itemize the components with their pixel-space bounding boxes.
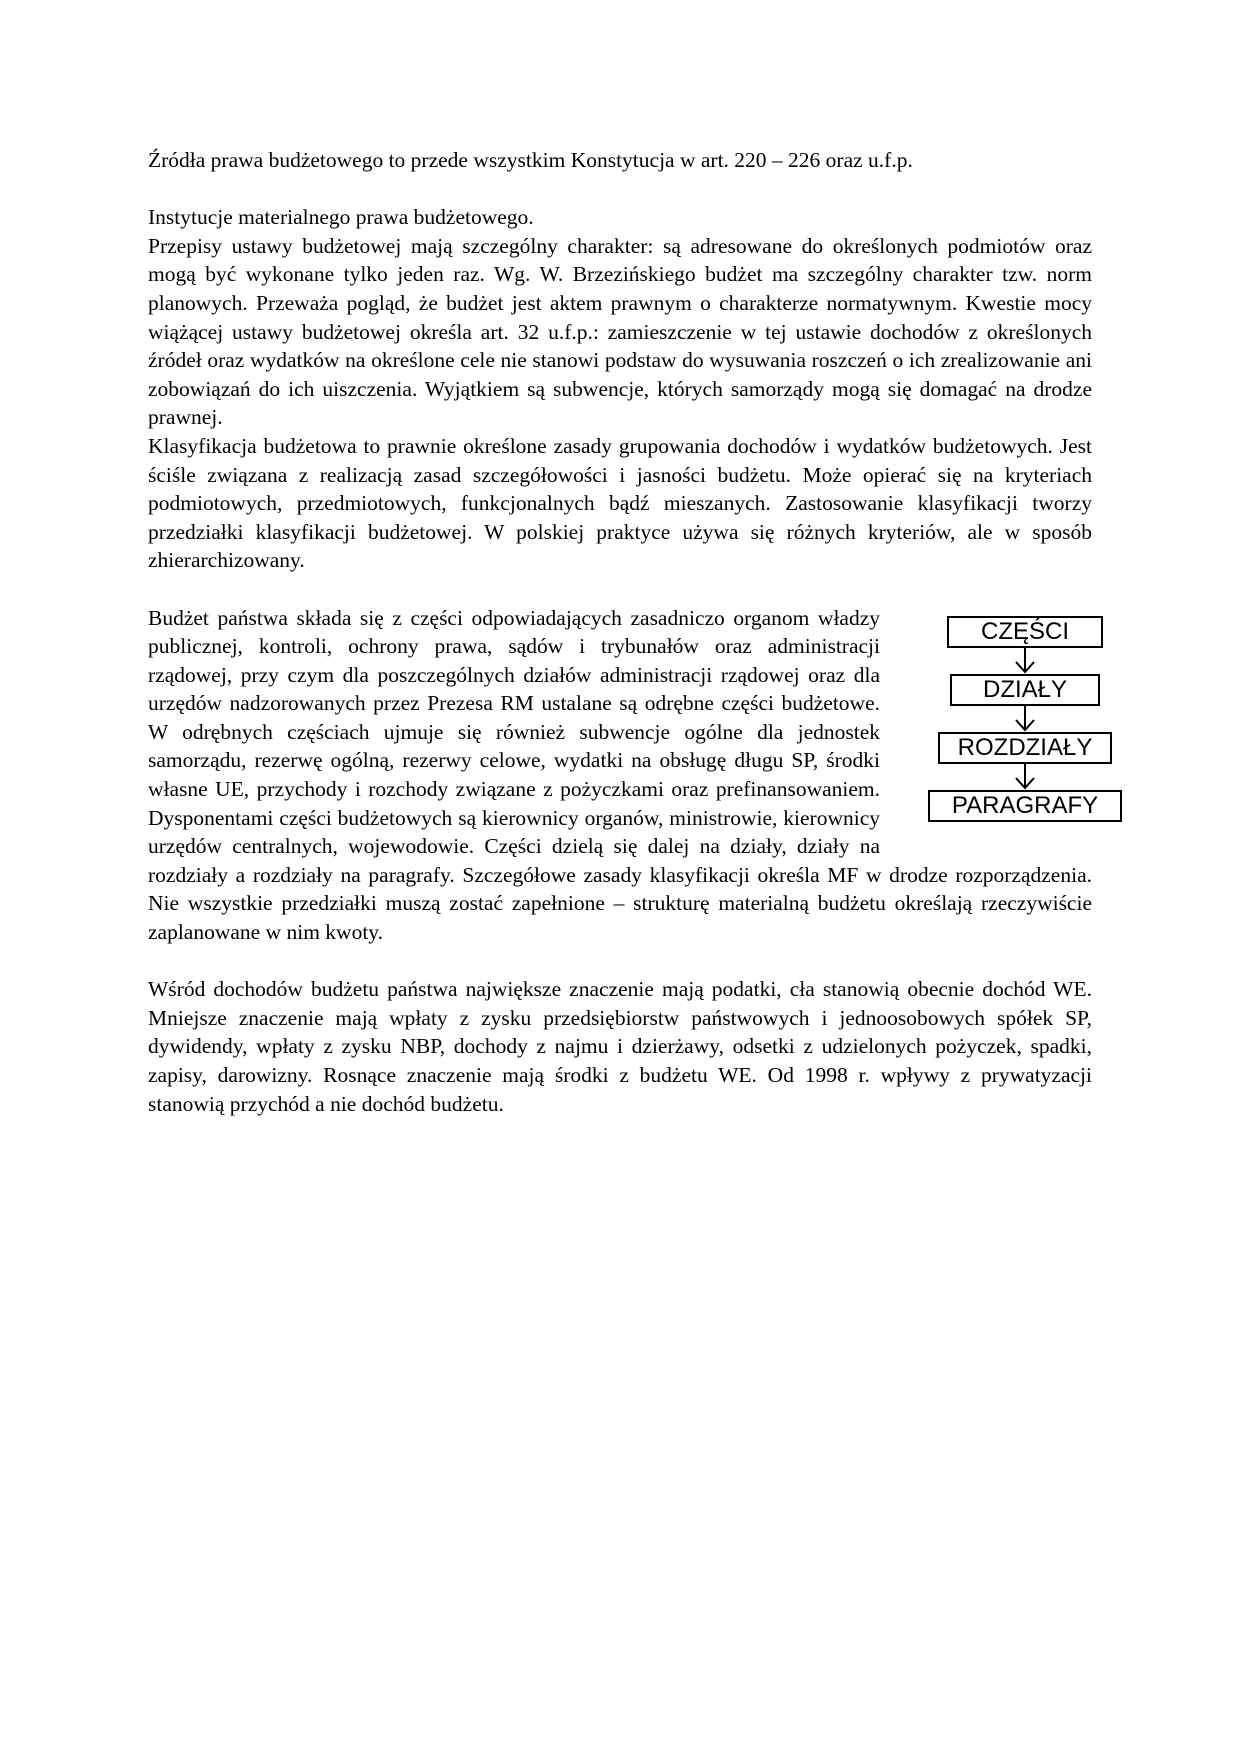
budget-structure-section — [148, 604, 1099, 947]
paragraph-budzet-panstwa: Budżet państwa składa się z części odpowiadających zasadniczo organom władzy publicznej, kontroli, ochrony prawa, sądów i trybunałów oraz administracji rządowej, przy czym dla poszczególnych działów administracji rządowej oraz dla urzędów nadzorowanych przez Prezesa RM ustalane są odrębne części budżetowe. W odrębnych częściach ujmuje się również subwencje ogólne dla jednostek samorządu, rezerwę ogólną, rezerwy celowe, wydatki na obsługę długu SP, środki własne UE, przychody i rozchody związane z pożyczkami oraz prefinansowaniem. Dysponentami części budżetowych są kierownicy organów, ministrowie, kierownicy urzędów centralnych, wojewodowie. Części dzielą się dalej na działy, działy na rozdziały a rozdziały na paragrafy. Szczegółowe zasady klasyfikacji określa MF w drodze rozporządzenia. Nie wszystkie przedziałki muszą zostać zapełnione – strukturę materialną budżetu określają rzeczywiście zaplanowane w nim kwoty. — [148, 605, 1092, 945]
spacer — [148, 947, 1092, 976]
paragraph-dochody: Wśród dochodów budżetu państwa największe znaczenie mają podatki, cła stanowią obecnie dochód WE. Mniejsze znaczenie mają wpłaty z zysku przedsiębiorstw państwowych i jednoosobowych spółek SP, dywidendy, wpłaty z zysku NBP, dochody z najmu i dzierżawy, odsetki z udzielonych pożyczek, spadki, zapisy, darowizny. Rosnące znaczenie mają środki z budżetu WE. Od 1998 r. wpływy z prywatyzacji stanowią przychód a nie dochód budżetu. — [148, 977, 1092, 1116]
diagram-box-paragrafy: PARAGRAFY — [928, 790, 1122, 822]
spacer — [148, 175, 1092, 204]
diagram-box-czesci: CZĘŚCI — [947, 616, 1103, 648]
paragraph-klasyfikacja: Klasyfikacja budżetowa to prawnie określone zasady grupowania dochodów i wydatków budżetowych. Jest ściśle związana z realizacją zasad szczegółowości i jasności budżetu. Może opierać się na kryteriach podmiotowych, przedmiotowych, funkcjonalnych bądź mieszanych. Zastosowanie klasyfikacji tworzy przedziałki klasyfikacji budżetowej. W polskiej praktyce używa się różnych kryteriów, ale w sposób zhierarchizowany. — [148, 433, 1092, 573]
heading-instytucje: Instytucje materialnego prawa budżetowego. — [148, 205, 534, 230]
spacer — [148, 575, 1092, 604]
diagram-box-dzialy: DZIAŁY — [950, 674, 1100, 706]
document-body — [148, 146, 1099, 1118]
paragraph-sources: Źródła prawa budżetowego to przede wszystkim Konstytucja w art. 220 – 226 oraz u.f.p. — [148, 148, 913, 172]
classification-hierarchy-diagram — [920, 610, 1120, 840]
diagram-box-rozdzialy: ROZDZIAŁY — [938, 732, 1112, 764]
paragraph-przepisy: Przepisy ustawy budżetowej mają szczególny charakter: są adresowane do określonych podmiotów oraz mogą być wykonane tylko jeden raz. Wg. W. Brzezińskiego budżet ma szczególny charakter tzw. norm planowych. Przeważa pogląd, że budżet jest aktem prawnym o charakterze normatywnym. Kwestie mocy wiążącej ustawy budżetowej określa art. 32 u.f.p.: zamieszczenie w tej ustawie dochodów z określonych źródeł oraz wydatków na określone cele nie stanowi podstaw do wysuwania roszczeń o ich zrealizowanie ani zobowiązań do ich uiszczenia. Wyjątkiem są subwencje, których samorządy mogą się domagać na drodze prawnej. — [148, 233, 1092, 430]
